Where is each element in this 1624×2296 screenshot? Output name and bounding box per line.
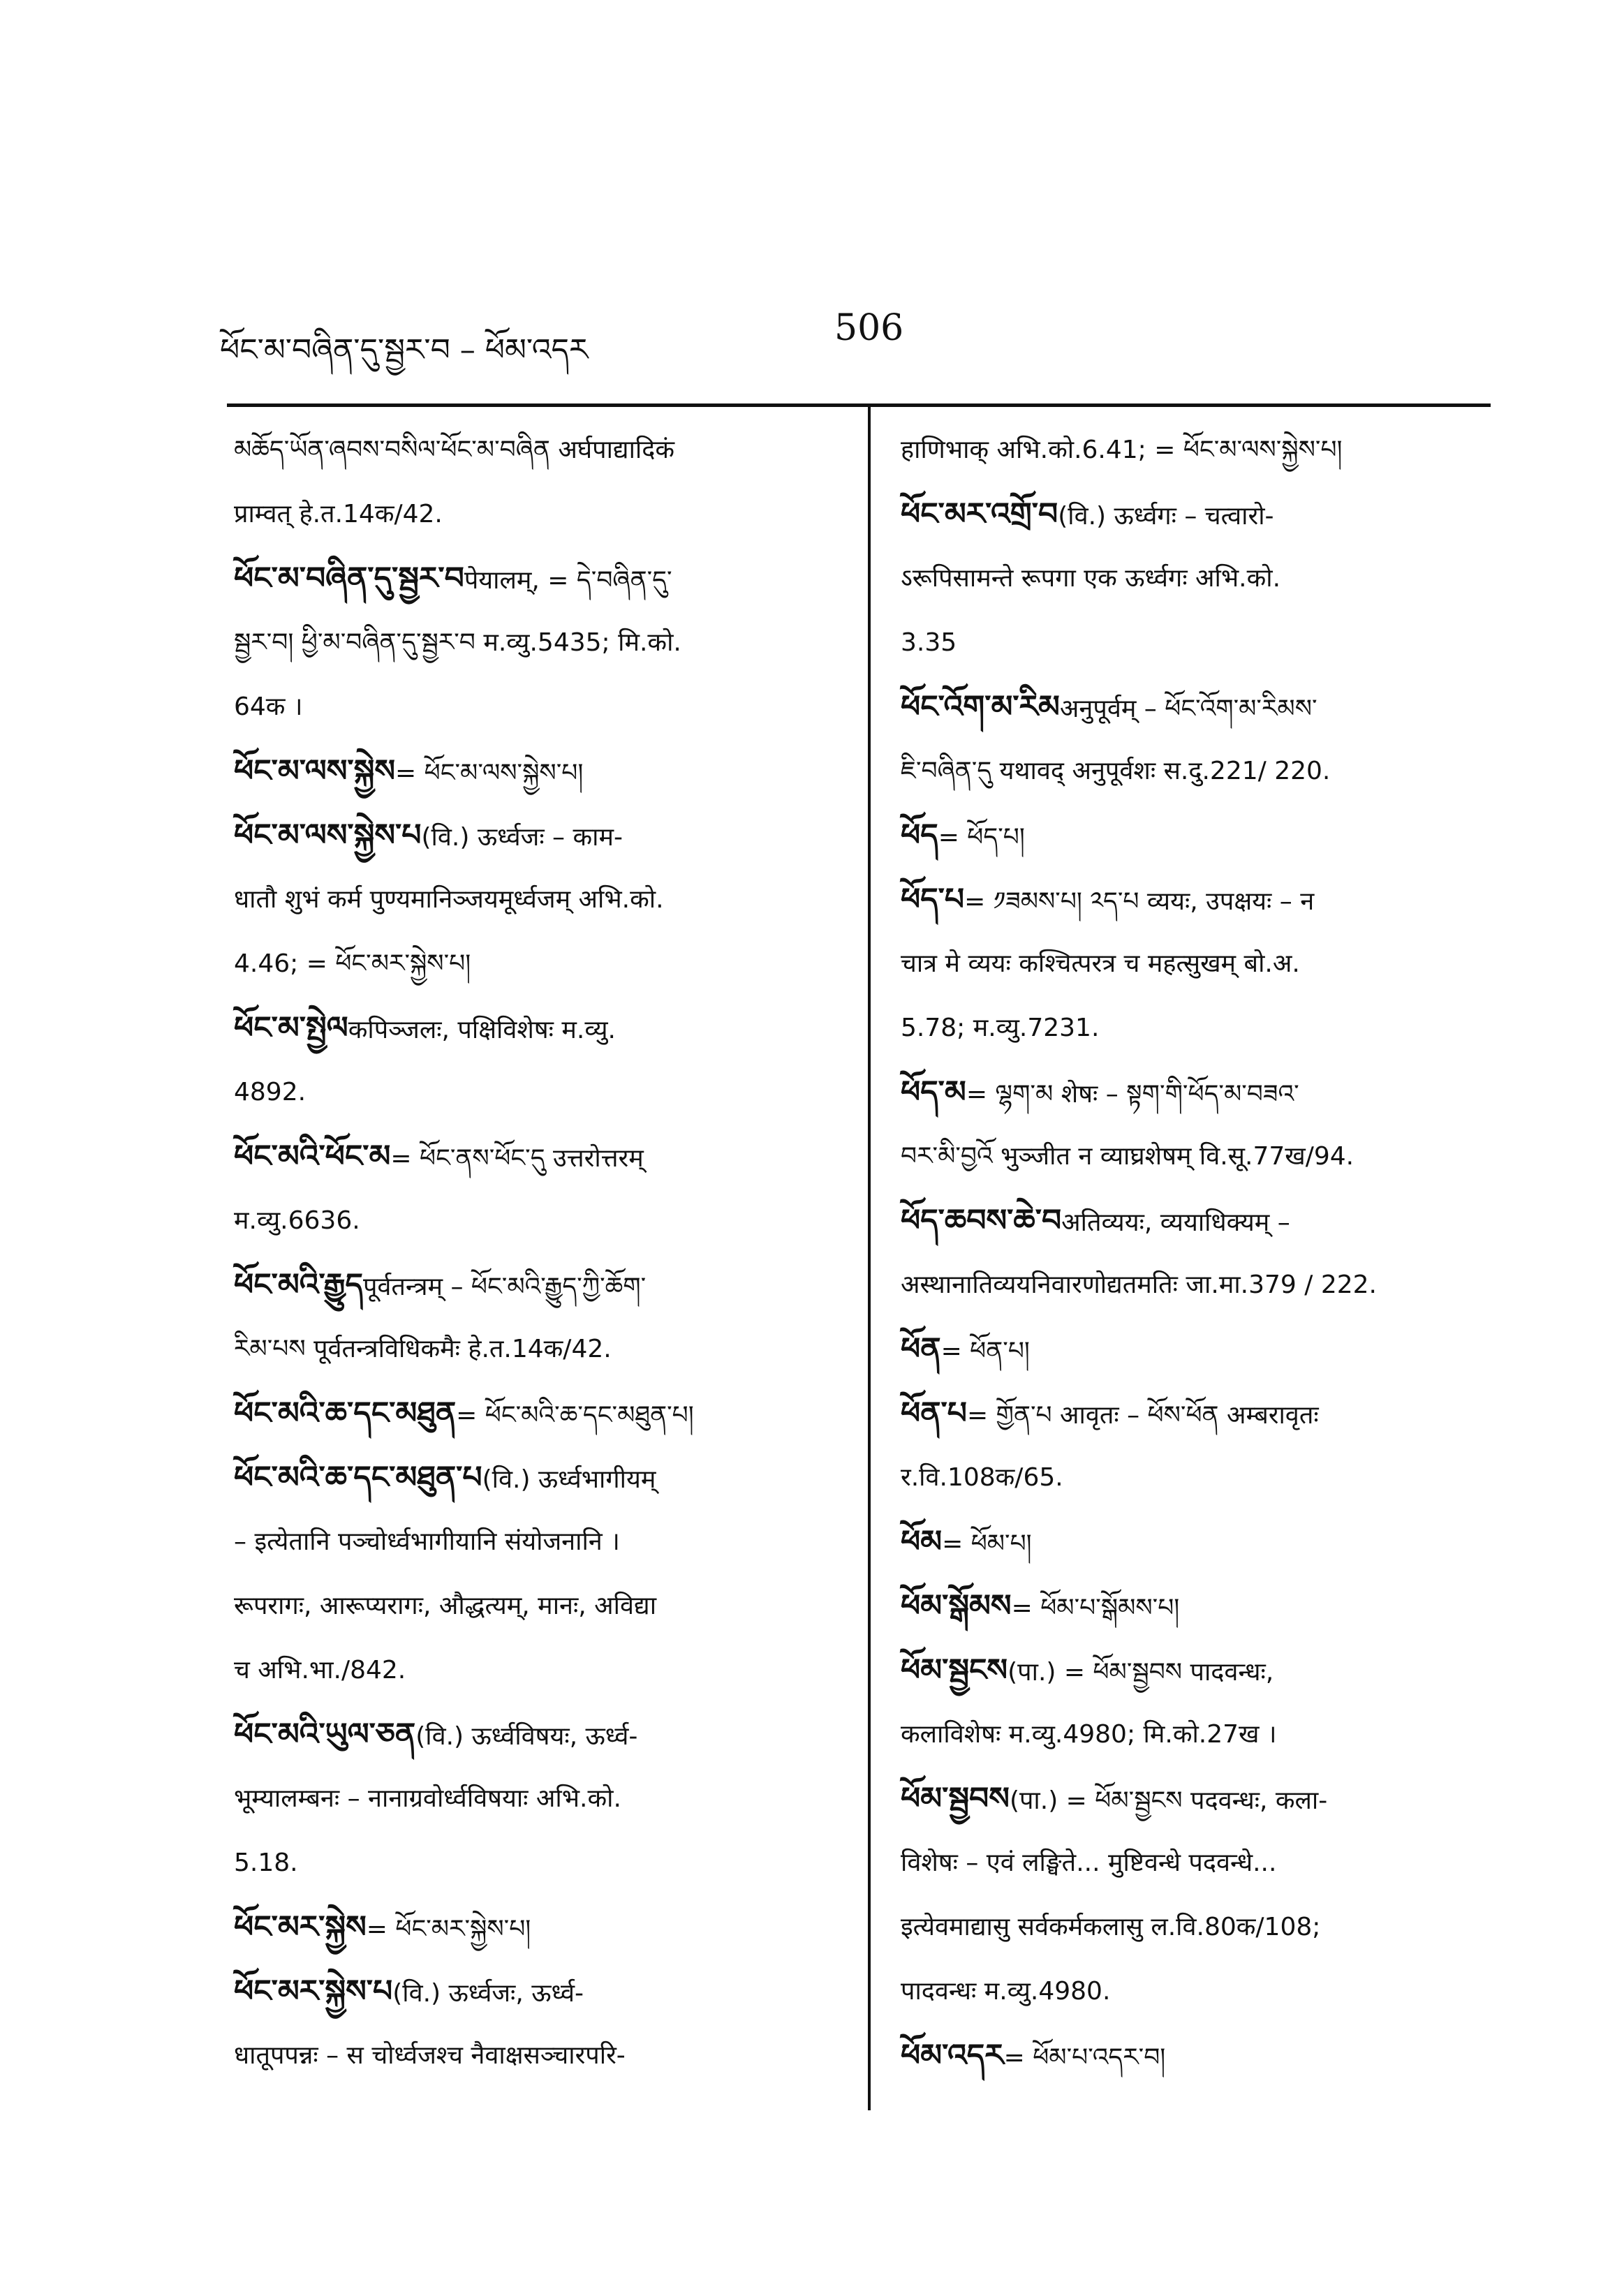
headword: ཕོད་མ [901, 1074, 966, 1110]
entry-line [234, 1646, 841, 1695]
headword: ཕོང་འོག་མ་རིམ [901, 689, 1060, 725]
entry-line [901, 2031, 1487, 2080]
entry-line [901, 1967, 1487, 2016]
entry-text: च अभि.भा./842. [234, 1656, 406, 1684]
entry-text: = ཕོན་པ། [940, 1337, 1030, 1365]
entry-text: = ཕོང་མ་ལས་སྐྱེས་པ། [395, 759, 584, 787]
entry-line [234, 1453, 841, 1502]
headword: ཕོང་མའི་ཕོང་མ [234, 1139, 391, 1174]
headword: ཕོང་མ་ལས་སྐྱེས་པ [234, 817, 422, 853]
entry-text: पादवन्धः म.व्यु.4980. [901, 1977, 1111, 2006]
entry-line [901, 426, 1487, 475]
headword: ཕོང་མ་སྤྱེལ [234, 1010, 348, 1046]
headword: ཕོང་མའི་རྒྱུད [234, 1267, 363, 1303]
entry-line [901, 1646, 1487, 1695]
entry-text: हाणिभाक् अभि.को.6.41; = ཕོང་མ་ལས་སྐྱེས་པ། [901, 436, 1343, 464]
entry-line [901, 1261, 1487, 1310]
entry-line [234, 875, 841, 924]
entry-text: 64क । [234, 692, 303, 721]
entry-text: (वि.) ऊर्ध्वजः, ऊर्ध्व- [392, 1979, 584, 2008]
entry-text: (वि.) ऊर्ध्वगः – चत्वारो- [1058, 502, 1274, 531]
entry-text: = གྱོན་པ आवृतः – ཕོས་ཕོན अम्बरावृतः [967, 1401, 1319, 1430]
entry-text: ཇི་བཞིན་དུ यथावद् अनुपूर्वशः स.दु.221/ 220. [901, 757, 1331, 785]
entry-text: (वि.) ऊर्ध्वजः – काम- [421, 823, 623, 852]
entry-line [234, 1068, 841, 1117]
headword: ཕོང་མའི་ཆ་དང་མཐུན་པ [234, 1460, 482, 1495]
entry-line [901, 1710, 1487, 1759]
entry-line [234, 1197, 841, 1245]
entry-text: धातूपपन्नः – स चोर्ध्वजश्च नैवाक्षसञ्चारपरि- [234, 2041, 626, 2070]
entry-line [901, 1004, 1487, 1053]
entry-text: कलाविशेषः म.व्यु.4980; मि.को.27ख । [901, 1720, 1277, 1749]
column-divider [868, 407, 871, 2110]
entry-text: कपिञ्जलः, पक्षिविशेषः म.व्यु. [348, 1016, 616, 1044]
entry-line [234, 1775, 841, 1823]
entry-text: = ཕོམ་པ་འདར་བ། [1003, 2043, 1166, 2072]
entry-line [901, 747, 1487, 796]
entry-line [234, 1132, 841, 1181]
entry-text: 5.78; म.व्यु.7231. [901, 1014, 1100, 1042]
headword: ཕོང་མའི་ཡུལ་ཅན [234, 1717, 416, 1752]
page-header [0, 307, 1624, 368]
entry-text: (वि.) ऊर्ध्वभागीयम् [482, 1465, 656, 1494]
entry-text: धातौ शुभं कर्म पुण्यमानिञ्जयमूर्ध्वजम् अभि.को. [234, 885, 664, 914]
entry-line [901, 1903, 1487, 1952]
entry-line [901, 940, 1487, 988]
entry-line [234, 1839, 841, 1888]
entry-text: अस्थानातिव्ययनिवारणोद्यतमतिः जा.मा.379 / 222. [901, 1271, 1378, 1299]
entry-text: अतिव्ययः, व्ययाधिक्यम् – [1061, 1208, 1290, 1237]
entry-line [901, 490, 1487, 539]
entry-text: = ཕོམ་པ། [942, 1530, 1032, 1558]
entry-text: བར་མི་བྱའོ भुञ्जीत न व्याघ्रशेषम् वि.सू.77ख/94. [901, 1142, 1354, 1171]
entry-text: पेयालम्, = དེ་བཞིན་དུ་ [464, 566, 672, 595]
entry-text: म.व्यु.6636. [234, 1206, 360, 1235]
entry-text: – इत्येतानि पञ्चोर्ध्वभागीयानि संयोजनानि । [234, 1527, 620, 1556]
entry-text: (पा.) = ཕོམ་སྦྱབས पादवन्धः, [1007, 1658, 1274, 1687]
header-rule [227, 403, 1491, 407]
headword: ཕོམ་སྦྱངས [901, 1652, 1008, 1688]
entry-line [234, 1582, 841, 1631]
entry-line [901, 1389, 1487, 1438]
entry-line [234, 1389, 841, 1438]
entry-line [901, 1518, 1487, 1567]
entry-text: རིམ་པས पूर्वतन्त्रविधिकमैः हे.त.14क/42. [234, 1335, 612, 1363]
entry-text: 4.46; = ཕོང་མར་སྐྱེས་པ། [234, 949, 471, 978]
entry-text: विशेषः – एवं लङ्घिते... मुष्टिवन्धे पदवन्धे... [901, 1849, 1277, 1877]
page-number: 506 [834, 307, 904, 349]
entry-text: ऽरूपिसामन्ते रूपगा एक ऊर्ध्वगः अभि.को. [901, 564, 1281, 593]
headword: ཕོང་མ་ལས་སྐྱེས [234, 753, 396, 789]
headword: ཕོད [901, 817, 938, 853]
headword: ཕོང་མའི་ཆ་དང་མཐུན [234, 1395, 457, 1431]
headword: ཕོང་མར་སྐྱེས་པ [234, 1973, 393, 2009]
entry-text: = ༡ཟམས་པ། ༢ད་པ व्ययः, उपक्षयः – न [964, 887, 1315, 916]
entry-text: (वि.) ऊर्ध्वविषयः, ऊर्ध्व- [415, 1722, 638, 1751]
headword: ཕོམ་འདར [901, 2038, 1004, 2073]
entry-line [901, 1775, 1487, 1823]
headword: ཕོམ་སྦྱབས [901, 1781, 1010, 1816]
entry-text: पूर्वतन्त्रम् – ཕོང་མའི་རྒྱུད་ཀྱི་ཆོག་ [362, 1273, 647, 1301]
entry-text: = ཕོང་མར་སྐྱེས་པ། [366, 1915, 531, 1943]
entry-line [234, 747, 841, 796]
entry-line [901, 1582, 1487, 1631]
entry-line [901, 683, 1487, 732]
entry-line [901, 1197, 1487, 1245]
entry-line [901, 554, 1487, 603]
entry-line [901, 1453, 1487, 1502]
entry-text: = ཕོད་པ། [938, 823, 1025, 852]
entry-line [234, 490, 841, 539]
entry-line [234, 1004, 841, 1053]
entry-line [901, 1068, 1487, 1117]
entry-text: इत्येवमाद्यासु सर्वकर्मकलासु ल.वि.80क/108; [901, 1913, 1321, 1941]
entry-line [901, 1839, 1487, 1888]
entry-line [234, 426, 841, 475]
headword: ཕོང་མར་འགྲོ་བ [901, 496, 1058, 532]
entry-line [234, 1903, 841, 1952]
entry-text: = ཕོང་ནས་ཕོང་དུ उत्तरोत्तरम् [390, 1144, 644, 1173]
entry-text: = ཕོམ་པ་སྒོམས་པ། [1011, 1594, 1180, 1622]
entry-text: 3.35 [901, 628, 957, 657]
entry-line [234, 1518, 841, 1567]
entry-text: 4892. [234, 1078, 307, 1106]
entry-line [234, 619, 841, 667]
entry-line [901, 1132, 1487, 1181]
headword: ཕོན་པ [901, 1395, 967, 1431]
entry-line [901, 875, 1487, 924]
running-head: ཕོང་མ་བཞིན་དུ་སྦྱར་བ – ཕོམ་འདར [220, 332, 589, 368]
entry-text: སྦྱར་བ། ཕྱི་མ་བཞིན་དུ་སྦྱར་བ म.व्यु.5435; मि.को. [234, 628, 681, 657]
entry-text: र.वि.108क/65. [901, 1463, 1063, 1492]
entry-line [234, 1967, 841, 2016]
entry-line [234, 554, 841, 603]
entry-text: (पा.) = ཕོམ་སྦྱངས पदवन्धः, कला- [1009, 1786, 1328, 1815]
headword: ཕོན [901, 1331, 941, 1367]
entry-text: रूपरागः, आरूप्यरागः, औद्धत्यम्, मानः, अविद्या [234, 1592, 657, 1620]
headword: ཕོད་ཆབས་ཆེ་བ [901, 1203, 1062, 1238]
headword: ཕོད་པ [901, 882, 965, 917]
entry-text: अनुपूर्वम् – ཕོང་འོག་མ་རིམས་ [1059, 695, 1317, 723]
entry-line [234, 683, 841, 732]
entry-line [234, 1710, 841, 1759]
entry-text: = ཕོང་མའི་ཆ་དང་མཐུན་པ། [456, 1401, 694, 1430]
entry-text: 5.18. [234, 1849, 298, 1877]
headword: ཕོང་མ་བཞིན་དུ་སྦྱར་བ [234, 561, 464, 596]
headword: ཕོམ་སྒོམས [901, 1588, 1012, 1624]
entry-text: भूम्यालम्बनः – नानाग्रवोर्ध्वविषयाः अभि.को. [234, 1784, 621, 1813]
entry-line [901, 1325, 1487, 1374]
entry-text: प्राम्वत् हे.त.14क/42. [234, 500, 443, 528]
headword: ཕོང་མར་སྐྱེས [234, 1909, 367, 1945]
entry-line [234, 2031, 841, 2080]
entry-text: चात्र मे व्ययः कश्चित्परत्र च महत्सुखम् बो.अ. [901, 949, 1300, 978]
entry-line [901, 811, 1487, 860]
entry-line [234, 1325, 841, 1374]
entry-line [234, 1261, 841, 1310]
entry-line [234, 940, 841, 988]
entry-text: = ལྷག་མ शेषः – སྟག་གི་ཕོད་མ་བཟའ་ [966, 1080, 1299, 1109]
entry-line [901, 619, 1487, 667]
entry-text: མཆོད་ཡོན་ཞབས་བསིལ་ཕོང་མ་བཞིན अर्घपाद्यादिकं [234, 436, 675, 464]
headword: ཕོམ [901, 1524, 943, 1560]
entry-line [234, 811, 841, 860]
